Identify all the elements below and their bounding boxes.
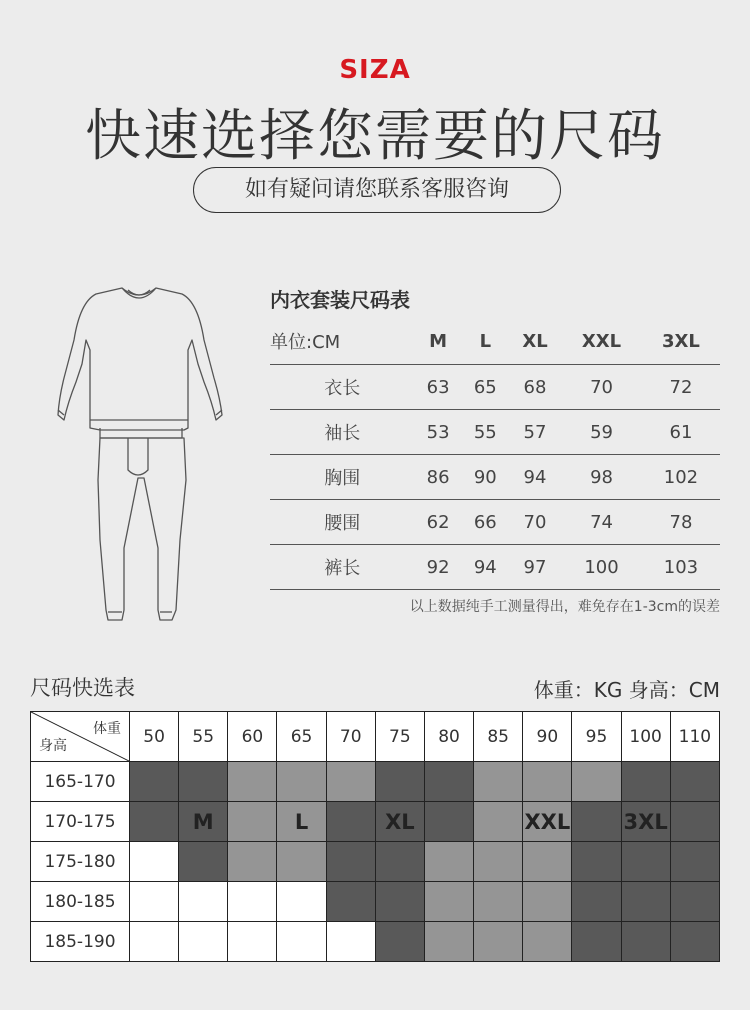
measure-value: 66 bbox=[462, 500, 509, 545]
table-row bbox=[270, 455, 720, 500]
weight-col-header: 80 bbox=[424, 712, 473, 762]
measure-value: 94 bbox=[462, 545, 509, 590]
weight-col-header: 100 bbox=[621, 712, 670, 762]
brand-logo: SIZA bbox=[339, 55, 411, 85]
measure-value: 72 bbox=[642, 365, 720, 410]
measure-value: 100 bbox=[561, 545, 642, 590]
weight-col-header: 75 bbox=[375, 712, 424, 762]
size-cell bbox=[523, 762, 572, 802]
measure-value: 92 bbox=[415, 545, 462, 590]
size-cell bbox=[474, 842, 523, 882]
measure-label: 裤长 bbox=[270, 545, 415, 590]
size-cell bbox=[277, 762, 326, 802]
size-col-header: 3XL bbox=[662, 330, 700, 352]
measure-value: 63 bbox=[415, 365, 462, 410]
size-cell bbox=[424, 802, 473, 842]
measure-label: 胸围 bbox=[270, 455, 415, 500]
size-cell bbox=[670, 842, 719, 882]
size-cell bbox=[130, 882, 179, 922]
measure-label: 腰围 bbox=[270, 500, 415, 545]
weight-col-header: 50 bbox=[130, 712, 179, 762]
size-cell bbox=[670, 802, 719, 842]
size-label-cell: 3XL bbox=[621, 802, 670, 842]
size-cell bbox=[179, 882, 228, 922]
size-label-cell: L bbox=[277, 802, 326, 842]
size-cell bbox=[572, 762, 621, 802]
size-cell bbox=[474, 762, 523, 802]
thermal-underwear-set-icon bbox=[52, 280, 237, 630]
weight-col-header: 70 bbox=[326, 712, 375, 762]
table-row bbox=[270, 500, 720, 545]
table-row bbox=[31, 922, 720, 962]
measure-value: 78 bbox=[642, 500, 720, 545]
size-cell bbox=[326, 762, 375, 802]
size-cell bbox=[424, 922, 473, 962]
size-cell bbox=[179, 762, 228, 802]
measure-value: 65 bbox=[462, 365, 509, 410]
size-label-cell: M bbox=[179, 802, 228, 842]
size-cell bbox=[670, 882, 719, 922]
measure-value: 74 bbox=[561, 500, 642, 545]
size-col-header: XL bbox=[522, 330, 548, 352]
unit-label: 单位:CM bbox=[270, 332, 341, 353]
table-row bbox=[31, 762, 720, 802]
measure-value: 61 bbox=[642, 410, 720, 455]
measure-value: 70 bbox=[561, 365, 642, 410]
weight-col-header: 90 bbox=[523, 712, 572, 762]
measure-value: 90 bbox=[462, 455, 509, 500]
measure-value: 94 bbox=[509, 455, 561, 500]
size-cell bbox=[179, 842, 228, 882]
grid-corner bbox=[31, 712, 130, 762]
size-cell bbox=[228, 802, 277, 842]
size-cell bbox=[228, 842, 277, 882]
size-cell bbox=[326, 922, 375, 962]
measure-value: 53 bbox=[415, 410, 462, 455]
size-cell bbox=[572, 802, 621, 842]
size-cell bbox=[228, 882, 277, 922]
measure-value: 62 bbox=[415, 500, 462, 545]
table-row bbox=[270, 365, 720, 410]
size-col-header: L bbox=[479, 330, 492, 352]
size-table bbox=[270, 318, 720, 590]
size-cell bbox=[375, 882, 424, 922]
height-row-header: 165-170 bbox=[31, 762, 130, 802]
size-cell bbox=[523, 842, 572, 882]
quick-select-units: 体重：KG 身高：CM bbox=[533, 678, 720, 702]
size-cell bbox=[326, 882, 375, 922]
size-cell bbox=[621, 762, 670, 802]
measurement-note: 以上数据纯手工测量得出，难免存在1-3cm的误差 bbox=[409, 599, 720, 615]
measure-label: 衣长 bbox=[270, 365, 415, 410]
size-label-cell: XL bbox=[375, 802, 424, 842]
height-axis-label: 身高 bbox=[39, 738, 67, 754]
size-cell bbox=[621, 882, 670, 922]
size-chart-title: 内衣套装尺码表 bbox=[270, 288, 410, 312]
size-col-header: M bbox=[429, 330, 448, 352]
size-cell bbox=[474, 802, 523, 842]
size-cell bbox=[670, 922, 719, 962]
size-cell bbox=[277, 882, 326, 922]
table-row bbox=[31, 802, 720, 842]
measure-label: 袖长 bbox=[270, 410, 415, 455]
height-row-header: 180-185 bbox=[31, 882, 130, 922]
measure-value: 103 bbox=[642, 545, 720, 590]
size-cell bbox=[326, 842, 375, 882]
measure-value: 98 bbox=[561, 455, 642, 500]
underwear-size-chart bbox=[270, 284, 720, 590]
size-label-cell: XXL bbox=[523, 802, 572, 842]
height-row-header: 170-175 bbox=[31, 802, 130, 842]
measure-value: 59 bbox=[561, 410, 642, 455]
size-col-header: XXL bbox=[581, 330, 622, 352]
measure-value: 102 bbox=[642, 455, 720, 500]
measure-value: 70 bbox=[509, 500, 561, 545]
size-cell bbox=[474, 922, 523, 962]
quick-select-title: 尺码快选表 bbox=[30, 676, 135, 700]
measure-value: 86 bbox=[415, 455, 462, 500]
size-cell bbox=[375, 842, 424, 882]
size-cell bbox=[523, 922, 572, 962]
weight-col-header: 85 bbox=[474, 712, 523, 762]
measure-value: 97 bbox=[509, 545, 561, 590]
size-cell bbox=[130, 842, 179, 882]
size-cell bbox=[424, 842, 473, 882]
measure-value: 55 bbox=[462, 410, 509, 455]
measure-value: 57 bbox=[509, 410, 561, 455]
size-cell bbox=[228, 922, 277, 962]
size-cell bbox=[375, 922, 424, 962]
size-cell bbox=[572, 882, 621, 922]
measure-value: 68 bbox=[509, 365, 561, 410]
quick-size-grid bbox=[30, 711, 720, 962]
consult-button[interactable]: 如有疑问请您联系客服咨询 bbox=[193, 167, 561, 213]
weight-axis-label: 体重 bbox=[93, 721, 121, 737]
size-cell bbox=[326, 802, 375, 842]
size-cell bbox=[670, 762, 719, 802]
table-row bbox=[270, 545, 720, 590]
weight-col-header: 110 bbox=[670, 712, 719, 762]
size-cell bbox=[130, 762, 179, 802]
table-row bbox=[31, 842, 720, 882]
weight-col-header: 95 bbox=[572, 712, 621, 762]
size-cell bbox=[375, 762, 424, 802]
size-cell bbox=[228, 762, 277, 802]
size-cell bbox=[424, 882, 473, 922]
table-row bbox=[31, 882, 720, 922]
weight-col-header: 55 bbox=[179, 712, 228, 762]
page-title: 快速选择您需要的尺码 bbox=[85, 104, 665, 169]
size-cell bbox=[621, 922, 670, 962]
height-row-header: 175-180 bbox=[31, 842, 130, 882]
quick-grid-header-row bbox=[31, 712, 720, 762]
size-cell bbox=[523, 882, 572, 922]
size-cell bbox=[277, 922, 326, 962]
size-cell bbox=[474, 882, 523, 922]
size-cell bbox=[179, 922, 228, 962]
size-cell bbox=[277, 842, 326, 882]
size-cell bbox=[621, 842, 670, 882]
size-cell bbox=[130, 802, 179, 842]
weight-col-header: 65 bbox=[277, 712, 326, 762]
table-row bbox=[270, 410, 720, 455]
size-cell bbox=[130, 922, 179, 962]
size-cell bbox=[572, 842, 621, 882]
height-row-header: 185-190 bbox=[31, 922, 130, 962]
size-cell bbox=[424, 762, 473, 802]
size-cell bbox=[572, 922, 621, 962]
weight-col-header: 60 bbox=[228, 712, 277, 762]
